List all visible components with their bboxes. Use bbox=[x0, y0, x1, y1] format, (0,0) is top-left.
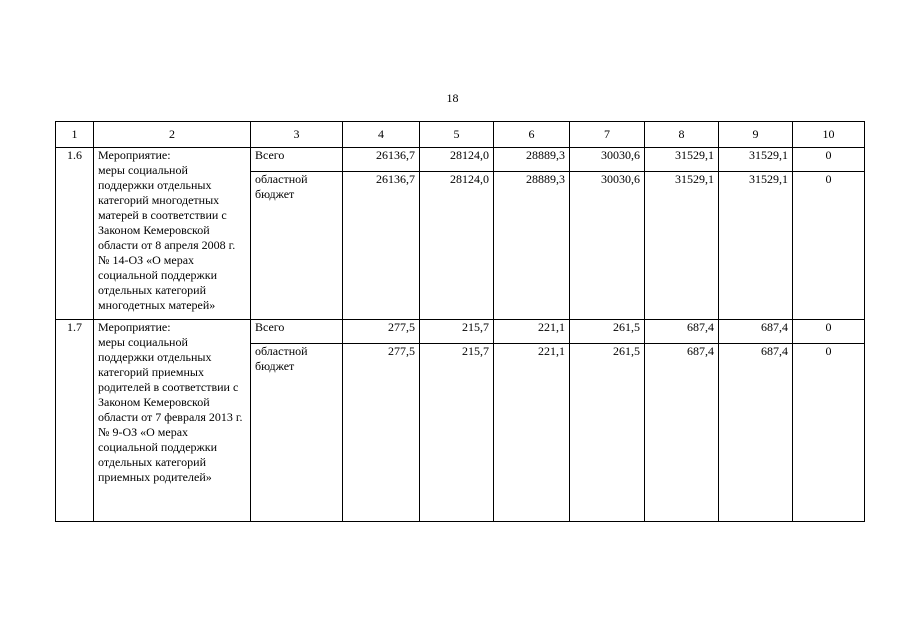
value-cell: 215,7 bbox=[420, 320, 494, 344]
value-cell: 0 bbox=[793, 320, 865, 344]
budget-table bbox=[55, 121, 865, 522]
header-cell: 2 bbox=[94, 122, 251, 148]
value-cell: 26136,7 bbox=[343, 172, 420, 320]
value-cell: 687,4 bbox=[645, 320, 719, 344]
value-cell: 31529,1 bbox=[645, 172, 719, 320]
value-cell: 0 bbox=[793, 344, 865, 522]
funding-source: областной бюджет bbox=[251, 344, 343, 522]
value-cell: 261,5 bbox=[570, 320, 645, 344]
header-row bbox=[56, 122, 865, 148]
row-number: 1.6 bbox=[56, 148, 94, 320]
value-cell: 0 bbox=[793, 172, 865, 320]
header-cell: 7 bbox=[570, 122, 645, 148]
header-cell: 4 bbox=[343, 122, 420, 148]
funding-source: областной бюджет bbox=[251, 172, 343, 320]
funding-source: Всего bbox=[251, 148, 343, 172]
row-number: 1.7 bbox=[56, 320, 94, 522]
value-cell: 221,1 bbox=[494, 344, 570, 522]
table-row bbox=[56, 320, 865, 344]
value-cell: 31529,1 bbox=[719, 172, 793, 320]
value-cell: 31529,1 bbox=[645, 148, 719, 172]
value-cell: 28889,3 bbox=[494, 172, 570, 320]
header-cell: 6 bbox=[494, 122, 570, 148]
table-row bbox=[56, 148, 865, 172]
value-cell: 277,5 bbox=[343, 320, 420, 344]
value-cell: 277,5 bbox=[343, 344, 420, 522]
value-cell: 28124,0 bbox=[420, 148, 494, 172]
header-cell: 8 bbox=[645, 122, 719, 148]
value-cell: 28124,0 bbox=[420, 172, 494, 320]
header-cell: 9 bbox=[719, 122, 793, 148]
value-cell: 30030,6 bbox=[570, 172, 645, 320]
value-cell: 31529,1 bbox=[719, 148, 793, 172]
value-cell: 261,5 bbox=[570, 344, 645, 522]
value-cell: 687,4 bbox=[719, 344, 793, 522]
funding-source: Всего bbox=[251, 320, 343, 344]
header-cell: 1 bbox=[56, 122, 94, 148]
row-description: Мероприятие: меры социальной поддержки отдельных категорий многодетных матерей в соответствии с Законом Кемеровской области от 8 апреля 2008 г. № 14-ОЗ «О мерах социальной поддержки отдельных категорий многодетных матерей» bbox=[94, 148, 251, 320]
value-cell: 30030,6 bbox=[570, 148, 645, 172]
row-description: Мероприятие: меры социальной поддержки отдельных категорий приемных родителей в соответствии с Законом Кемеровской области от 7 февраля 2013 г. № 9-ОЗ «О мерах социальной поддержки отдельных категорий приемных родителей» bbox=[94, 320, 251, 522]
value-cell: 215,7 bbox=[420, 344, 494, 522]
header-cell: 10 bbox=[793, 122, 865, 148]
page-number: 18 bbox=[446, 91, 459, 105]
value-cell: 0 bbox=[793, 148, 865, 172]
value-cell: 687,4 bbox=[645, 344, 719, 522]
value-cell: 687,4 bbox=[719, 320, 793, 344]
header-cell: 5 bbox=[420, 122, 494, 148]
header-cell: 3 bbox=[251, 122, 343, 148]
value-cell: 28889,3 bbox=[494, 148, 570, 172]
value-cell: 221,1 bbox=[494, 320, 570, 344]
value-cell: 26136,7 bbox=[343, 148, 420, 172]
